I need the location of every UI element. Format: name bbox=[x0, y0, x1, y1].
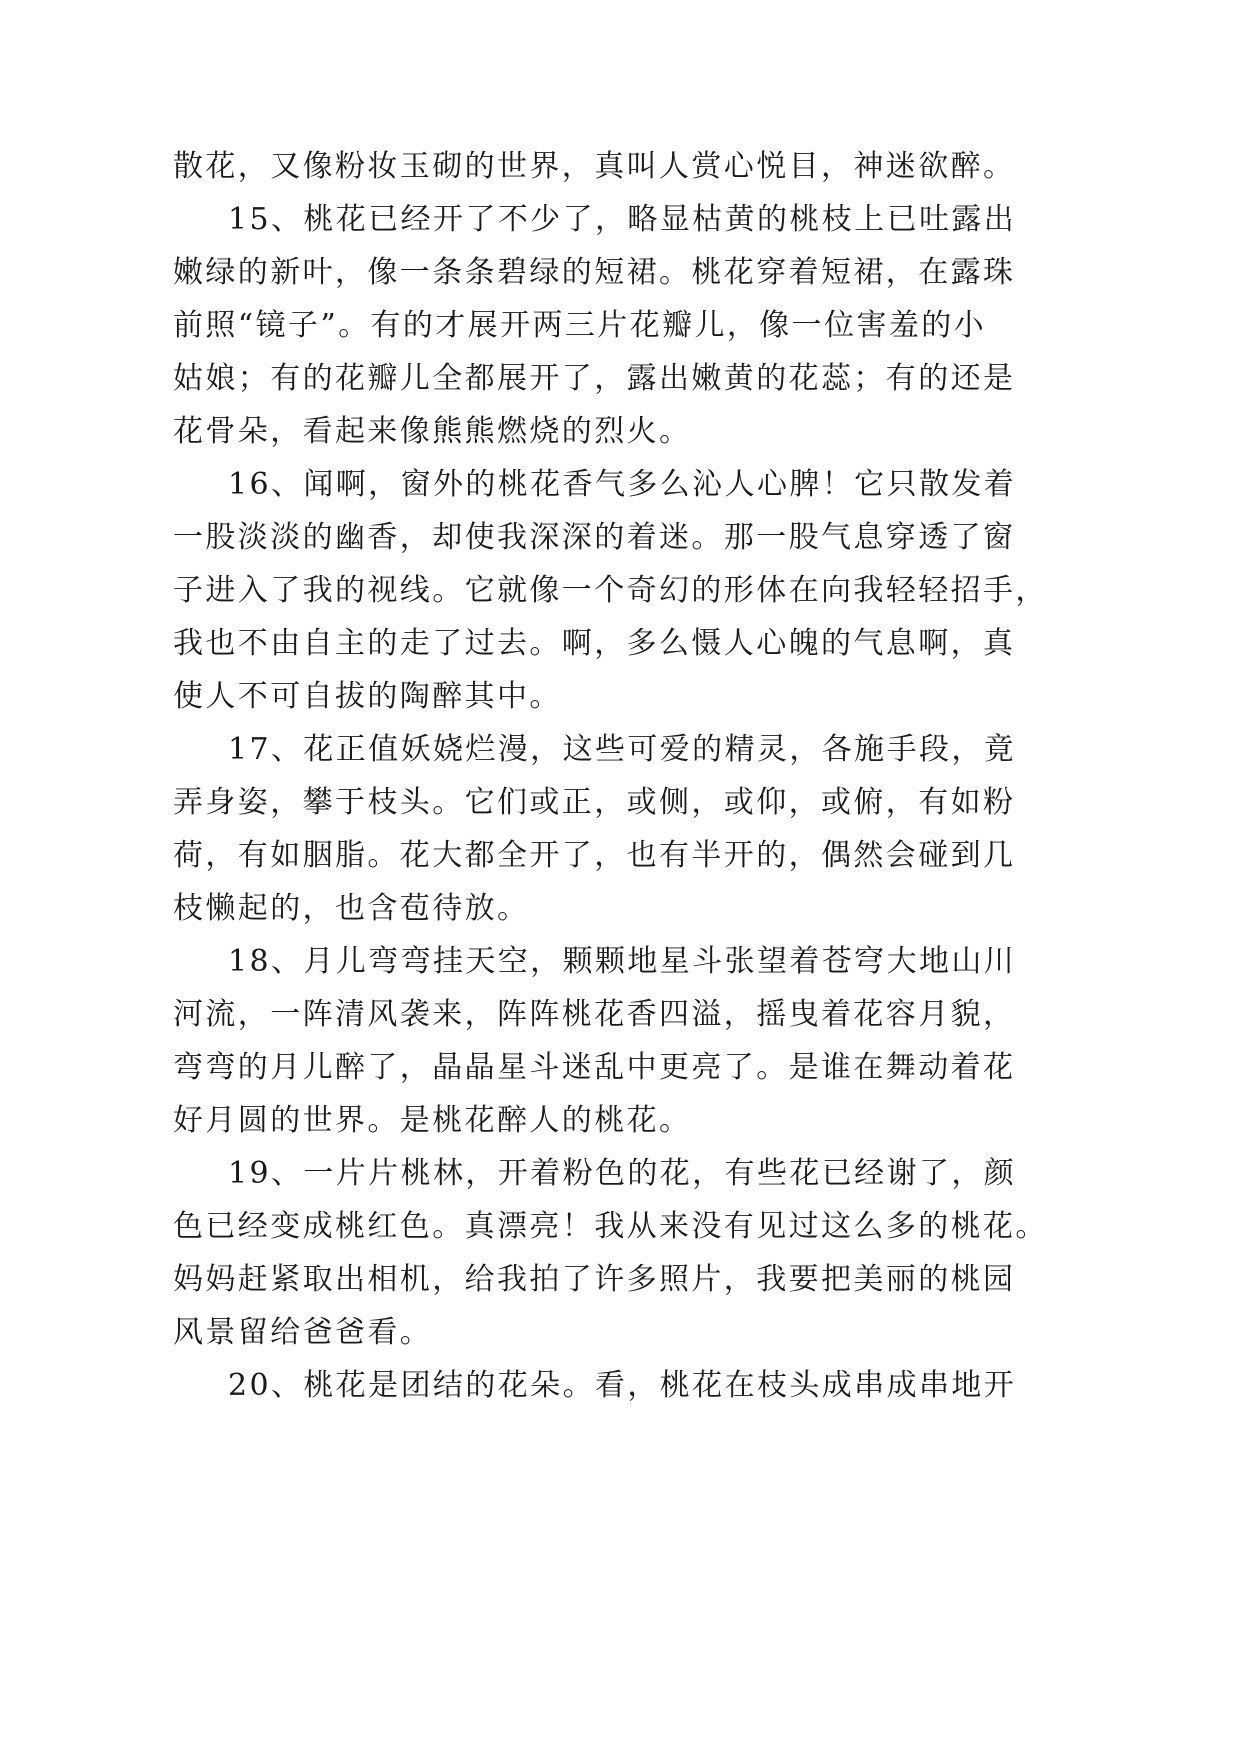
text-line: 18、月儿弯弯挂天空，颗颗地星斗张望着苍穹大地山川 bbox=[228, 944, 1017, 979]
text-line: 子进入了我的视线。它就像一个奇幻的形体在向我轻轻招手， bbox=[173, 573, 1048, 608]
text-line: 花骨朵，看起来像熊熊燃烧的烈火。 bbox=[173, 414, 692, 449]
text-line: 好月圆的世界。是桃花醉人的桃花。 bbox=[173, 1103, 692, 1138]
text-line: 散花，又像粉妆玉砌的世界，真叫人赏心悦目，神迷欲醉。 bbox=[173, 149, 1016, 184]
text-line: 弯弯的月儿醉了，晶晶星斗迷乱中更亮了。是谁在舞动着花 bbox=[173, 1050, 1016, 1085]
text-line: 17、花正值妖娆烂漫，这些可爱的精灵，各施手段，竟 bbox=[228, 732, 1017, 767]
text-line: 20、桃花是团结的花朵。看，桃花在枝头成串成串地开 bbox=[228, 1368, 1017, 1403]
text-line: 19、一片片桃林，开着粉色的花，有些花已经谢了，颜 bbox=[228, 1156, 1017, 1191]
text-line: 弄身姿，攀于枝头。它们或正，或侧，或仰，或俯，有如粉 bbox=[173, 785, 1016, 820]
text-line: 一股淡淡的幽香，却使我深深的着迷。那一股气息穿透了窗 bbox=[173, 520, 1016, 555]
text-line: 我也不由自主的走了过去。啊，多么慑人心魄的气息啊，真 bbox=[173, 626, 1016, 661]
text-line: 色已经变成桃红色。真漂亮！我从来没有见过这么多的桃花。 bbox=[173, 1209, 1048, 1244]
text-line: 风景留给爸爸看。 bbox=[173, 1315, 433, 1350]
text-line: 嫩绿的新叶，像一条条碧绿的短裙。桃花穿着短裙，在露珠 bbox=[173, 255, 1016, 290]
text-line: 15、桃花已经开了不少了，略显枯黄的桃枝上已吐露出 bbox=[228, 202, 1017, 237]
text-line: 16、闻啊，窗外的桃花香气多么沁人心脾！它只散发着 bbox=[228, 467, 1017, 502]
text-line: 荷，有如胭脂。花大都全开了，也有半开的，偶然会碰到几 bbox=[173, 838, 1016, 873]
text-line: 姑娘；有的花瓣儿全都展开了，露出嫩黄的花蕊；有的还是 bbox=[173, 361, 1016, 396]
text-line: 使人不可自拔的陶醉其中。 bbox=[173, 679, 562, 714]
text-line: 河流，一阵清风袭来，阵阵桃花香四溢，摇曳着花容月貌， bbox=[173, 997, 1016, 1032]
text-line: 妈妈赶紧取出相机，给我拍了许多照片，我要把美丽的桃园 bbox=[173, 1262, 1016, 1297]
text-line: 前照“镜子”。有的才展开两三片花瓣儿，像一位害羞的小 bbox=[173, 308, 987, 343]
text-line: 枝懒起的，也含苞待放。 bbox=[173, 891, 530, 926]
